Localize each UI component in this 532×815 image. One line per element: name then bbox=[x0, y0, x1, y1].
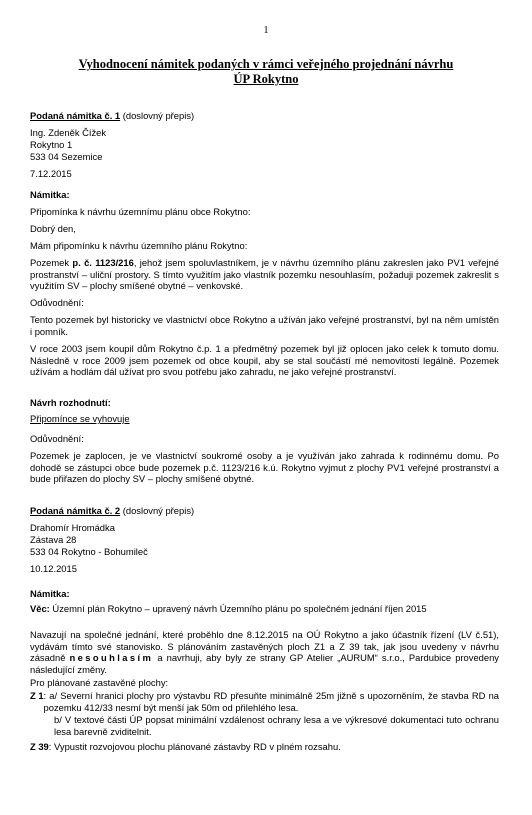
objection-1-heading bbox=[30, 110, 500, 122]
decision-1-justification-label: Odůvodnění: bbox=[30, 433, 84, 444]
objection-2-z39 bbox=[30, 741, 500, 753]
objection-2-subject-label: Věc: bbox=[30, 603, 50, 614]
objection-2-disagree: nesouhlasím bbox=[69, 652, 154, 663]
objection-1-paragraph-6: Tento pozemek byl historicky ve vlastnictví obce Rokytno a užíván jako veřejné prostranství, byl na něm umístěn i pomník. bbox=[30, 314, 499, 337]
objection-2-p1-start: Navazují na společné jednání, které proběhlo dne 8.12.2015 na OÚ Rokytno a jako účastník řízení (LV č.51), vydávám tímto své stanovisko. S plánováním zastavěných ploch Z1 a Z 39 tak, jak jsou uvedeny v návrhu zásadně bbox=[30, 629, 499, 663]
objection-1-address-line2: 533 04 Sezemice bbox=[30, 151, 103, 162]
objection-2-paragraph-1 bbox=[30, 629, 499, 675]
objection-1-label: Námitka: bbox=[30, 189, 70, 200]
page-number: 1 bbox=[263, 25, 269, 36]
objection-1-date: 7.12.2015 bbox=[30, 168, 72, 179]
decision-1-verdict: Připomínce se vyhovuje bbox=[30, 413, 130, 424]
z39-text: : Vypustit rozvojovou plochu plánované zástavby RD v plném rozsahu. bbox=[48, 741, 341, 752]
objection-2-subject bbox=[30, 603, 500, 615]
z1-item-a: : a/ Severní hranici plochy pro výstavbu RD přesuňte minimálně 25m jižně s upozorněním, že stavba RD na pozemku 412/33 nesmí být menší jak 50m od přilehlého lesa. bbox=[43, 690, 499, 713]
z1-label: Z 1 bbox=[30, 690, 44, 701]
objection-2-date: 10.12.2015 bbox=[30, 563, 77, 574]
objection-2-z1 bbox=[30, 690, 499, 713]
objection-1-p4-rest: , jehož jsem spoluvlastníkem, je v návrhu územního plánu zakreslen jako PV1 veřejné prostranství – uliční prostory. S tímto využitím jako vlastník pozemku nesouhlasím, požaduji pozemek zakreslit s využitím SV – plochy smíšené obytné – venkovské. bbox=[30, 257, 499, 291]
objection-2-paragraph-2: Pro plánované zastavěné plochy: bbox=[30, 677, 169, 688]
objection-1-heading-label: Podaná námitka č. 1 bbox=[30, 110, 121, 121]
objection-1-p4-start: Pozemek bbox=[30, 257, 73, 268]
z39-label: Z 39 bbox=[30, 741, 49, 752]
objection-2-subject-text: Územní plán Rokytno – upravený návrh Územního plánu po společném jednání říjen 2015 bbox=[49, 603, 427, 614]
objection-2-heading-note: (doslovný přepis) bbox=[120, 505, 195, 516]
objection-2-address-line1: Zástava 28 bbox=[30, 534, 77, 545]
objection-2-address-line2: 533 04 Rokytno - Bohumileč bbox=[30, 546, 148, 557]
objection-1-name: Ing. Zdeněk Čížek bbox=[30, 127, 107, 138]
objection-1-heading-note: (doslovný přepis) bbox=[120, 110, 195, 121]
document-title-line2: ÚP Rokytno bbox=[233, 72, 299, 86]
objection-2-heading-label: Podaná námitka č. 2 bbox=[30, 505, 121, 516]
objection-1-paragraph-3: Mám připomínku k návrhu územního plánu Rokytno: bbox=[30, 240, 248, 251]
decision-1-paragraph: Pozemek je zaplocen, je ve vlastnictví soukromé osoby a je využíván jako zahrada k rodinnému domu. Po dohodě se zástupci obce bude pozemek p.č. 1123/216 k.ú. Rokytno vyjmut z plochy PV1 veřejné prostranství a bude přiřazen do plochy SV – plochy smíšené obytné. bbox=[30, 450, 499, 484]
objection-2-label: Námitka: bbox=[30, 588, 70, 599]
objection-2-name: Drahomír Hromádka bbox=[30, 522, 115, 533]
objection-1-justification-label: Odůvodnění: bbox=[30, 297, 84, 308]
objection-1-paragraph-7: V roce 2003 jsem koupil dům Rokytno č.p. 1 a předmětný pozemek byl již oplocen jako celek k tomuto domu. Následně v roce 2009 jsem pozemek od obce koupil, aby se stal součástí mé nemovitosti legálně. Pozemek užívám a hodlám dál užívat pro svou potřebu jako zahradu, ne jako veřejné prostranství. bbox=[30, 343, 499, 377]
objection-1-parcel-number: p. č. 1123/216 bbox=[72, 257, 134, 268]
objection-1-paragraph-2: Dobrý den, bbox=[30, 223, 76, 234]
objection-2-p1-rest: a navrhuji, aby byly ze strany GP Atelier „AURUM“ s.r.o., Pardubice provedeny následující změny. bbox=[30, 652, 499, 675]
z1-item-b: b/ V textové části ÚP popsat minimální vzdálenost ochrany lesa a ve výkresové dokumentaci tuto ochranu lesa barevně zviditelnit. bbox=[54, 714, 499, 737]
objection-1-address-line1: Rokytno 1 bbox=[30, 139, 73, 150]
objection-1-paragraph-4 bbox=[30, 257, 499, 292]
objection-2-heading bbox=[30, 505, 500, 517]
document-title-line1: Vyhodnocení námitek podaných v rámci veřejného projednání návrhu bbox=[78, 57, 454, 71]
objection-1-paragraph-1: Připomínka k návrhu územnímu plánu obce Rokytno: bbox=[30, 206, 251, 217]
decision-1-label: Návrh rozhodnutí: bbox=[30, 397, 111, 408]
